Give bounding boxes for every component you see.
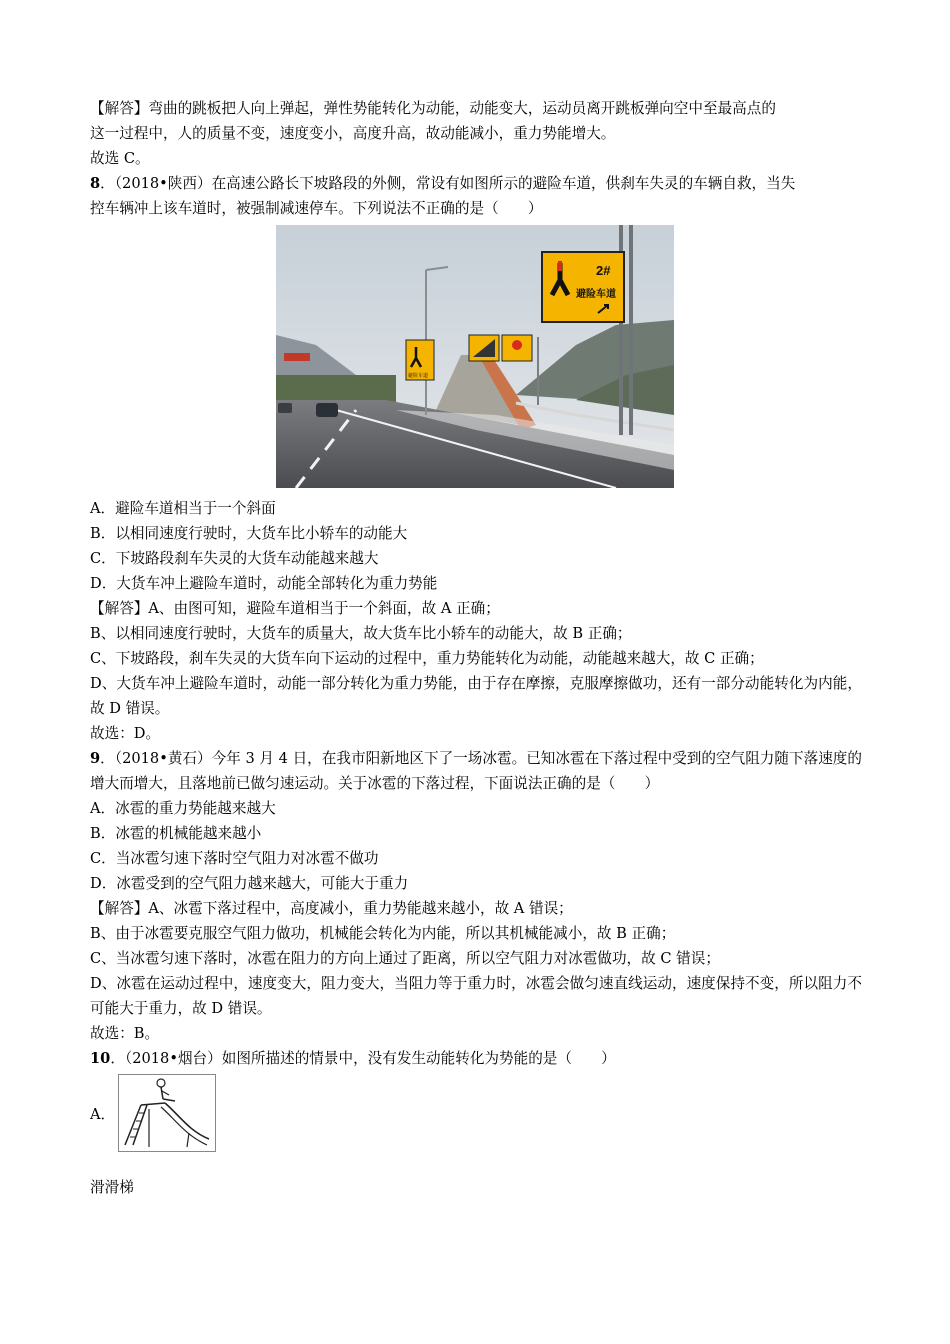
q8-stem-line-1 <box>90 171 862 196</box>
q9-option-d: D．冰雹受到的空气阻力越来越大，可能大于重力 <box>90 875 409 892</box>
q9-option-a: A．冰雹的重力势能越来越大 <box>90 800 276 817</box>
runaway-lane-illustration <box>276 225 674 488</box>
q10-stem-text: ．（2018•烟台）如图所描述的情景中，没有发生动能转化为势能的是（ ） <box>110 1050 616 1067</box>
q8-option-c: C．下坡路段刹车失灵的大货车动能越来越大 <box>90 550 379 567</box>
q8-option-a: A．避险车道相当于一个斜面 <box>90 500 276 517</box>
big-sign-text: 避险车道 <box>576 289 616 300</box>
q9-answer-b: B、由于冰雹要克服空气阻力做功，机械能会转化为内能，所以其机械能减小，故 B 正确； <box>90 925 676 942</box>
q10-option-a <box>90 1073 862 1153</box>
q10-stem <box>90 1046 862 1071</box>
q8-stem-line-2: 控车辆冲上该车道时，被强制减速停车。下列说法不正确的是（ ） <box>90 200 543 217</box>
q7-conclusion: 故选 C。 <box>90 150 150 167</box>
q9-option-c: C．当冰雹匀速下落时空气阻力对冰雹不做功 <box>90 850 379 867</box>
q8-conclusion: 故选：D。 <box>90 725 161 742</box>
q9-answer-d: D、冰雹在运动过程中，速度变大，阻力变大，当阻力等于重力时，冰雹会做匀速直线运动，速度保持不变，所以阻力不可能大于重力，故 D 错误。 <box>90 975 862 1017</box>
document-page <box>90 96 862 1200</box>
q8-answer-a: 【解答】A、由图可知，避险车道相当于一个斜面，故 A 正确； <box>90 600 500 617</box>
q10-option-a-label: A． <box>90 1105 116 1123</box>
q9-stem <box>90 746 862 796</box>
slide-icon <box>119 1075 215 1151</box>
slide-illustration <box>118 1074 216 1152</box>
q9-option-b: B．冰雹的机械能越来越小 <box>90 825 262 842</box>
big-sign-number: 2# <box>596 263 611 278</box>
q9-number: 9 <box>90 750 101 767</box>
q7-answer-line-2: 这一过程中，人的质量不变，速度变小，高度升高，故动能减小，重力势能增大。 <box>90 125 616 142</box>
small-sign-text: 避险车道 <box>408 373 429 379</box>
q8-option-b: B．以相同速度行驶时，大货车比小轿车的动能大 <box>90 525 408 542</box>
q8-answer-d: D、大货车冲上避险车道时，动能一部分转化为重力势能，由于存在摩擦，克服摩擦做功，还有一部分动能转化为内能，故 D 错误。 <box>90 675 862 717</box>
q8-answer-b: B、以相同速度行驶时，大货车的质量大，故大货车比小轿车的动能大，故 B 正确； <box>90 625 632 642</box>
q8-option-d: D．大货车冲上避险车道时，动能全部转化为重力势能 <box>90 575 438 592</box>
q9-answer-c: C、当冰雹匀速下落时，冰雹在阻力的方向上通过了距离，所以空气阻力对冰雹做功，故 C 错误； <box>90 950 720 967</box>
q8-number: 8 <box>90 175 101 192</box>
q7-answer-line-1: 【解答】弯曲的跳板把人向上弹起，弹性势能转化为动能，动能变大，运动员离开跳板弹向空中至最高点的 <box>90 100 776 117</box>
q10-option-a-caption: 滑滑梯 <box>90 1179 134 1196</box>
q9-stem-text: ．（2018•黄石）今年 3 月 4 日，在我市阳新地区下了一场冰雹。已知冰雹在下落过程中受到的空气阻力随下落速度的增大而增大，且落地前已做匀速运动。关于冰雹的下落过程，下面说法正确的是（ ） <box>90 750 862 792</box>
runaway-lane-photo <box>276 225 674 488</box>
q9-conclusion: 故选：B。 <box>90 1025 160 1042</box>
q9-answer-a: 【解答】A、冰雹下落过程中，高度减小，重力势能越来越小，故 A 错误； <box>90 900 573 917</box>
q8-answer-c: C、下坡路段，刹车失灵的大货车向下运动的过程中，重力势能转化为动能，动能越来越大，故 C 正确； <box>90 650 764 667</box>
q10-number: 10 <box>90 1050 111 1067</box>
q8-stem-text-1: ．（2018•陕西）在高速公路长下坡路段的外侧，常设有如图所示的避险车道，供刹车失灵的车辆自救，当失 <box>100 175 796 192</box>
